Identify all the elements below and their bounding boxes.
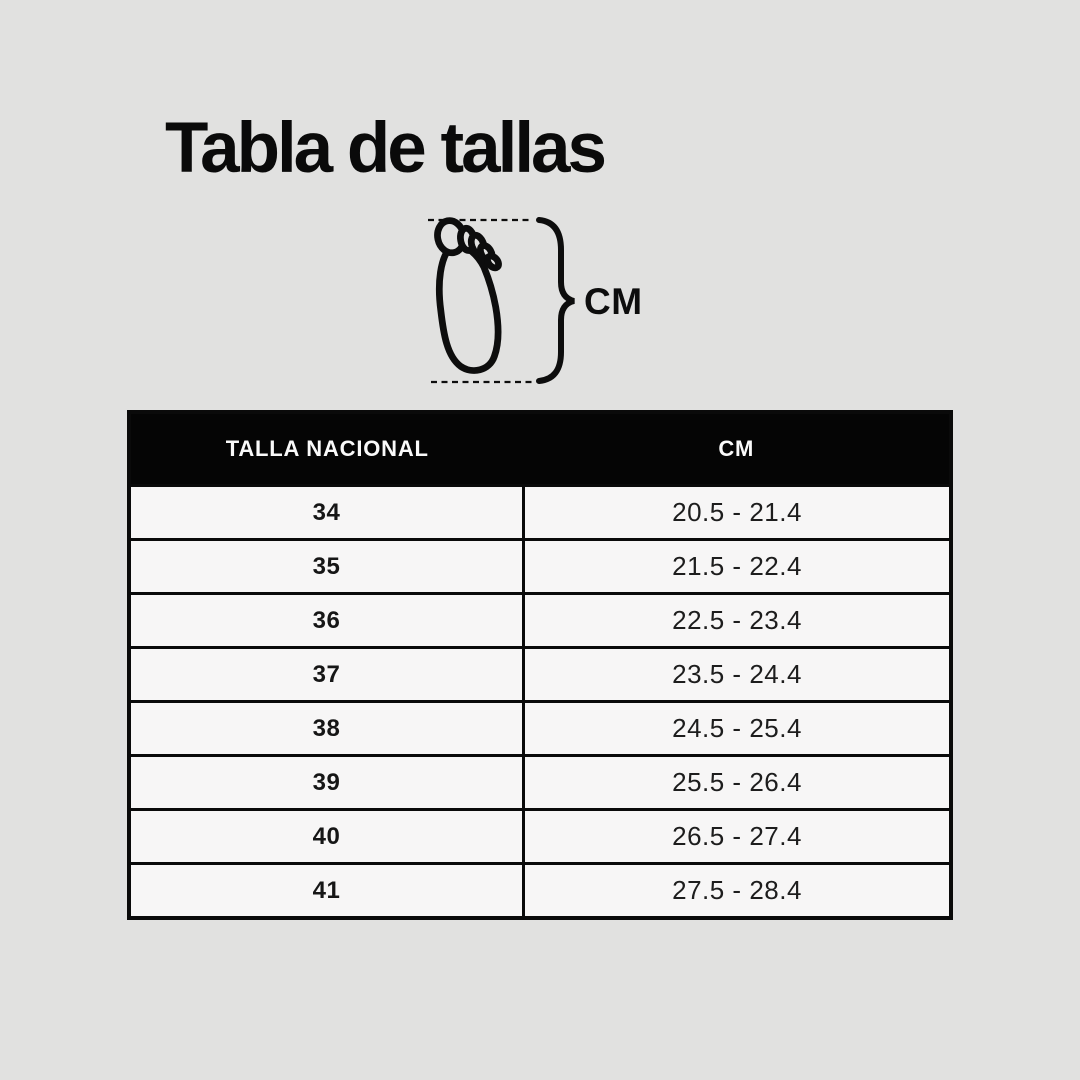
size-cell: 39 [129,756,524,810]
size-cell: 36 [129,594,524,648]
cm-unit-label: CM [584,281,643,322]
header-row [129,412,951,486]
cm-range-cell: 25.5 - 26.4 [524,756,951,810]
cm-range-cell: 26.5 - 27.4 [524,810,951,864]
table-row [129,486,951,540]
cm-range-cell: 21.5 - 22.4 [524,540,951,594]
table-row [129,756,951,810]
size-table [127,410,953,920]
size-cell: 40 [129,810,524,864]
table-row [129,702,951,756]
foot-sole-icon [435,218,501,370]
table-row [129,648,951,702]
cm-range-cell: 20.5 - 21.4 [524,486,951,540]
size-cell: 41 [129,864,524,919]
size-cell: 34 [129,486,524,540]
foot-outline-icon [415,208,585,393]
measurement-brace-icon [539,220,574,381]
table-row [129,540,951,594]
foot-measurement-diagram [415,208,585,393]
cm-range-cell: 23.5 - 24.4 [524,648,951,702]
size-cell: 38 [129,702,524,756]
table-row [129,864,951,919]
table-row [129,594,951,648]
size-table-header [129,412,951,486]
header-talla-nacional: TALLA NACIONAL [129,412,524,486]
size-cell: 35 [129,540,524,594]
table-row [129,810,951,864]
cm-range-cell: 24.5 - 25.4 [524,702,951,756]
page-title: Tabla de tallas [165,109,605,188]
size-cell: 37 [129,648,524,702]
cm-range-cell: 22.5 - 23.4 [524,594,951,648]
header-cm: CM [524,412,951,486]
cm-range-cell: 27.5 - 28.4 [524,864,951,919]
